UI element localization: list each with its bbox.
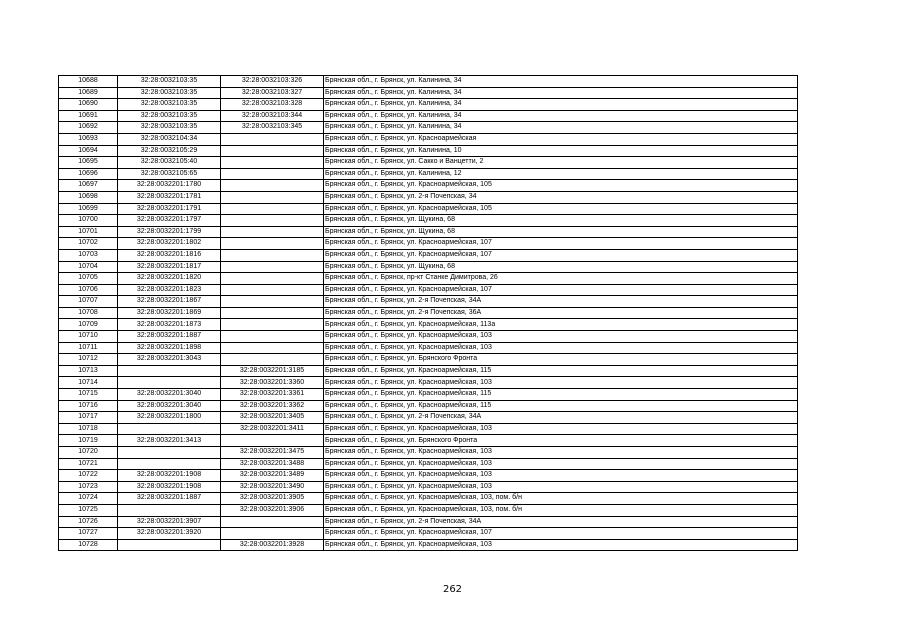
address-cell: Брянская обл., г. Брянск, ул. Красноармейская, 103	[324, 539, 798, 551]
table-row	[59, 76, 798, 88]
object-number-cell: 32:28:0032201:3360	[221, 377, 324, 389]
parcel-number-cell: 32:28:0032201:3907	[118, 516, 221, 528]
address-cell: Брянская обл., г. Брянск, ул. 2-я Почепская, 34А	[324, 516, 798, 528]
object-number-cell	[221, 354, 324, 366]
row-number-cell: 10700	[59, 215, 118, 227]
row-number-cell: 10715	[59, 389, 118, 401]
object-number-cell: 32:28:0032201:3928	[221, 539, 324, 551]
table-row	[59, 261, 798, 273]
row-number-cell: 10716	[59, 400, 118, 412]
address-cell: Брянская обл., г. Брянск, ул. Щукина, 68	[324, 226, 798, 238]
object-number-cell	[221, 168, 324, 180]
parcel-number-cell: 32:28:0032201:1887	[118, 493, 221, 505]
table-row	[59, 470, 798, 482]
object-number-cell	[221, 273, 324, 285]
row-number-cell: 10693	[59, 133, 118, 145]
parcel-number-cell: 32:28:0032105:29	[118, 145, 221, 157]
address-cell: Брянская обл., г. Брянск, ул. Красноармейская, 107	[324, 238, 798, 250]
table-row	[59, 307, 798, 319]
address-cell: Брянская обл., г. Брянск, ул. Калинина, 34	[324, 76, 798, 88]
object-number-cell: 32:28:0032201:3475	[221, 447, 324, 459]
object-number-cell: 32:28:0032201:3489	[221, 470, 324, 482]
address-cell: Брянская обл., г. Брянск, ул. Красноармейская, 105	[324, 203, 798, 215]
table-row	[59, 365, 798, 377]
object-number-cell	[221, 516, 324, 528]
address-cell: Брянская обл., г. Брянск, ул. Красноармейская, 103	[324, 481, 798, 493]
object-number-cell	[221, 157, 324, 169]
page-number: 262	[442, 584, 463, 595]
row-number-cell: 10713	[59, 365, 118, 377]
table-row	[59, 296, 798, 308]
row-number-cell: 10688	[59, 76, 118, 88]
property-register-table	[58, 75, 798, 551]
parcel-number-cell	[118, 539, 221, 551]
table-row	[59, 122, 798, 134]
address-cell: Брянская обл., г. Брянск, ул. 2-я Почепская, 36А	[324, 307, 798, 319]
address-cell: Брянская обл., г. Брянск, ул. 2-я Почепская, 34А	[324, 412, 798, 424]
address-cell: Брянская обл., г. Брянск, ул. Красноармейская, 103	[324, 470, 798, 482]
row-number-cell: 10704	[59, 261, 118, 273]
table-row	[59, 99, 798, 111]
object-number-cell	[221, 238, 324, 250]
parcel-number-cell: 32:28:0032201:1908	[118, 481, 221, 493]
object-number-cell: 32:28:0032201:3488	[221, 458, 324, 470]
parcel-number-cell: 32:28:0032201:1869	[118, 307, 221, 319]
parcel-number-cell: 32:28:0032201:3413	[118, 435, 221, 447]
object-number-cell	[221, 180, 324, 192]
table-row	[59, 145, 798, 157]
row-number-cell: 10698	[59, 191, 118, 203]
object-number-cell	[221, 331, 324, 343]
row-number-cell: 10728	[59, 539, 118, 551]
table-row	[59, 319, 798, 331]
table-row	[59, 331, 798, 343]
table-row	[59, 215, 798, 227]
row-number-cell: 10718	[59, 423, 118, 435]
row-number-cell: 10702	[59, 238, 118, 250]
parcel-number-cell: 32:28:0032201:1800	[118, 412, 221, 424]
row-number-cell: 10689	[59, 87, 118, 99]
row-number-cell: 10694	[59, 145, 118, 157]
object-number-cell: 32:28:0032201:3362	[221, 400, 324, 412]
address-cell: Брянская обл., г. Брянск, ул. Калинина, 34	[324, 110, 798, 122]
row-number-cell: 10696	[59, 168, 118, 180]
address-cell: Брянская обл., г. Брянск, ул. Красноармейская, 115	[324, 389, 798, 401]
parcel-number-cell: 32:28:0032201:1820	[118, 273, 221, 285]
table-row	[59, 528, 798, 540]
address-cell: Брянская обл., г. Брянск, ул. Красноармейская	[324, 133, 798, 145]
parcel-number-cell: 32:28:0032201:1816	[118, 249, 221, 261]
table-row	[59, 180, 798, 192]
row-number-cell: 10720	[59, 447, 118, 459]
parcel-number-cell: 32:28:0032201:3040	[118, 389, 221, 401]
row-number-cell: 10706	[59, 284, 118, 296]
parcel-number-cell: 32:28:0032201:1781	[118, 191, 221, 203]
address-cell: Брянская обл., г. Брянск, ул. Калинина, 12	[324, 168, 798, 180]
row-number-cell: 10723	[59, 481, 118, 493]
parcel-number-cell: 32:28:0032103:35	[118, 99, 221, 111]
object-number-cell: 32:28:0032103:345	[221, 122, 324, 134]
table-row	[59, 493, 798, 505]
parcel-number-cell: 32:28:0032201:1898	[118, 342, 221, 354]
table-row	[59, 284, 798, 296]
row-number-cell: 10726	[59, 516, 118, 528]
parcel-number-cell: 32:28:0032105:40	[118, 157, 221, 169]
address-cell: Брянская обл., г. Брянск, ул. Красноармейская, 107	[324, 284, 798, 296]
table-row	[59, 389, 798, 401]
row-number-cell: 10711	[59, 342, 118, 354]
table-row	[59, 412, 798, 424]
address-cell: Брянская обл., г. Брянск, ул. Красноармейская, 107	[324, 528, 798, 540]
row-number-cell: 10699	[59, 203, 118, 215]
parcel-number-cell	[118, 504, 221, 516]
row-number-cell: 10691	[59, 110, 118, 122]
row-number-cell: 10722	[59, 470, 118, 482]
row-number-cell: 10690	[59, 99, 118, 111]
address-cell: Брянская обл., г. Брянск, ул. Сакко и Ванцетти, 2	[324, 157, 798, 169]
object-number-cell: 32:28:0032103:344	[221, 110, 324, 122]
parcel-number-cell: 32:28:0032201:1908	[118, 470, 221, 482]
object-number-cell: 32:28:0032201:3906	[221, 504, 324, 516]
object-number-cell	[221, 203, 324, 215]
address-cell: Брянская обл., г. Брянск, ул. Красноармейская, 103	[324, 458, 798, 470]
object-number-cell: 32:28:0032201:3405	[221, 412, 324, 424]
table-row	[59, 458, 798, 470]
object-number-cell	[221, 133, 324, 145]
address-cell: Брянская обл., г. Брянск, ул. Брянского Фронта	[324, 354, 798, 366]
object-number-cell: 32:28:0032103:328	[221, 99, 324, 111]
address-cell: Брянская обл., г. Брянск, ул. Красноармейская, 103	[324, 423, 798, 435]
address-cell: Брянская обл., г. Брянск, ул. 2-я Почепская, 34А	[324, 296, 798, 308]
object-number-cell	[221, 261, 324, 273]
parcel-number-cell: 32:28:0032105:65	[118, 168, 221, 180]
address-cell: Брянская обл., г. Брянск, ул. Калинина, 34	[324, 87, 798, 99]
parcel-number-cell: 32:28:0032201:1780	[118, 180, 221, 192]
parcel-number-cell: 32:28:0032103:35	[118, 122, 221, 134]
object-number-cell: 32:28:0032201:3361	[221, 389, 324, 401]
address-cell: Брянская обл., г. Брянск, ул. Брянского Фронта	[324, 435, 798, 447]
table-row	[59, 516, 798, 528]
table-row	[59, 447, 798, 459]
object-number-cell	[221, 296, 324, 308]
parcel-number-cell	[118, 423, 221, 435]
table-row	[59, 87, 798, 99]
address-cell: Брянская обл., г. Брянск, ул. Красноармейская, 115	[324, 400, 798, 412]
object-number-cell: 32:28:0032201:3905	[221, 493, 324, 505]
parcel-number-cell: 32:28:0032201:3920	[118, 528, 221, 540]
table-row	[59, 249, 798, 261]
table-row	[59, 226, 798, 238]
address-cell: Брянская обл., г. Брянск, ул. 2-я Почепская, 34	[324, 191, 798, 203]
parcel-number-cell: 32:28:0032104:34	[118, 133, 221, 145]
address-cell: Брянская обл., г. Брянск, ул. Красноармейская, 103	[324, 342, 798, 354]
table-row	[59, 354, 798, 366]
row-number-cell: 10709	[59, 319, 118, 331]
object-number-cell: 32:28:0032201:3490	[221, 481, 324, 493]
parcel-number-cell	[118, 458, 221, 470]
row-number-cell: 10705	[59, 273, 118, 285]
parcel-number-cell: 32:28:0032103:35	[118, 76, 221, 88]
address-cell: Брянская обл., г. Брянск, ул. Красноармейская, 107	[324, 249, 798, 261]
table-row	[59, 377, 798, 389]
object-number-cell	[221, 249, 324, 261]
address-cell: Брянская обл., г. Брянск, ул. Калинина, 10	[324, 145, 798, 157]
parcel-number-cell: 32:28:0032103:35	[118, 87, 221, 99]
table-row	[59, 168, 798, 180]
address-cell: Брянская обл., г. Брянск, ул. Красноармейская, 105	[324, 180, 798, 192]
row-number-cell: 10724	[59, 493, 118, 505]
parcel-number-cell: 32:28:0032201:1799	[118, 226, 221, 238]
object-number-cell	[221, 342, 324, 354]
object-number-cell	[221, 319, 324, 331]
parcel-number-cell: 32:28:0032201:1797	[118, 215, 221, 227]
table-row	[59, 110, 798, 122]
row-number-cell: 10721	[59, 458, 118, 470]
table-row	[59, 157, 798, 169]
address-cell: Брянская обл., г. Брянск, ул. Щукина, 68	[324, 261, 798, 273]
row-number-cell: 10708	[59, 307, 118, 319]
table-row	[59, 504, 798, 516]
address-cell: Брянская обл., г. Брянск, ул. Красноармейская, 113а	[324, 319, 798, 331]
address-cell: Брянская обл., г. Брянск, ул. Красноармейская, 103, пом. б/н	[324, 493, 798, 505]
address-cell: Брянская обл., г. Брянск, ул. Щукина, 68	[324, 215, 798, 227]
object-number-cell	[221, 435, 324, 447]
object-number-cell	[221, 307, 324, 319]
table-row	[59, 342, 798, 354]
row-number-cell: 10703	[59, 249, 118, 261]
parcel-number-cell	[118, 377, 221, 389]
table-body	[59, 76, 798, 551]
table-row	[59, 238, 798, 250]
object-number-cell: 32:28:0032201:3411	[221, 423, 324, 435]
object-number-cell	[221, 191, 324, 203]
row-number-cell: 10692	[59, 122, 118, 134]
object-number-cell	[221, 284, 324, 296]
table-row	[59, 203, 798, 215]
row-number-cell: 10714	[59, 377, 118, 389]
row-number-cell: 10727	[59, 528, 118, 540]
parcel-number-cell: 32:28:0032201:1802	[118, 238, 221, 250]
address-cell: Брянская обл., г. Брянск, ул. Красноармейская, 103	[324, 447, 798, 459]
row-number-cell: 10719	[59, 435, 118, 447]
row-number-cell: 10725	[59, 504, 118, 516]
parcel-number-cell: 32:28:0032201:1867	[118, 296, 221, 308]
parcel-number-cell	[118, 365, 221, 377]
table-row	[59, 191, 798, 203]
parcel-number-cell: 32:28:0032201:1873	[118, 319, 221, 331]
object-number-cell: 32:28:0032201:3185	[221, 365, 324, 377]
object-number-cell	[221, 226, 324, 238]
object-number-cell: 32:28:0032103:327	[221, 87, 324, 99]
parcel-number-cell: 32:28:0032201:1823	[118, 284, 221, 296]
row-number-cell: 10717	[59, 412, 118, 424]
address-cell: Брянская обл., г. Брянск, ул. Красноармейская, 103	[324, 331, 798, 343]
row-number-cell: 10707	[59, 296, 118, 308]
row-number-cell: 10710	[59, 331, 118, 343]
parcel-number-cell: 32:28:0032201:1791	[118, 203, 221, 215]
table-row	[59, 481, 798, 493]
parcel-number-cell: 32:28:0032103:35	[118, 110, 221, 122]
table-row	[59, 435, 798, 447]
parcel-number-cell: 32:28:0032201:1817	[118, 261, 221, 273]
row-number-cell: 10695	[59, 157, 118, 169]
table-row	[59, 400, 798, 412]
object-number-cell: 32:28:0032103:326	[221, 76, 324, 88]
row-number-cell: 10712	[59, 354, 118, 366]
address-cell: Брянская обл., г. Брянск, пр-кт Станке Димитрова, 26	[324, 273, 798, 285]
table-row	[59, 539, 798, 551]
object-number-cell	[221, 528, 324, 540]
table-row	[59, 423, 798, 435]
object-number-cell	[221, 215, 324, 227]
address-cell: Брянская обл., г. Брянск, ул. Красноармейская, 103, пом. б/н	[324, 504, 798, 516]
row-number-cell: 10701	[59, 226, 118, 238]
table-row	[59, 273, 798, 285]
address-cell: Брянская обл., г. Брянск, ул. Красноармейская, 115	[324, 365, 798, 377]
object-number-cell	[221, 145, 324, 157]
parcel-number-cell: 32:28:0032201:1887	[118, 331, 221, 343]
address-cell: Брянская обл., г. Брянск, ул. Калинина, 34	[324, 99, 798, 111]
address-cell: Брянская обл., г. Брянск, ул. Калинина, 34	[324, 122, 798, 134]
parcel-number-cell	[118, 447, 221, 459]
address-cell: Брянская обл., г. Брянск, ул. Красноармейская, 103	[324, 377, 798, 389]
table-row	[59, 133, 798, 145]
parcel-number-cell: 32:28:0032201:3043	[118, 354, 221, 366]
row-number-cell: 10697	[59, 180, 118, 192]
parcel-number-cell: 32:28:0032201:3040	[118, 400, 221, 412]
